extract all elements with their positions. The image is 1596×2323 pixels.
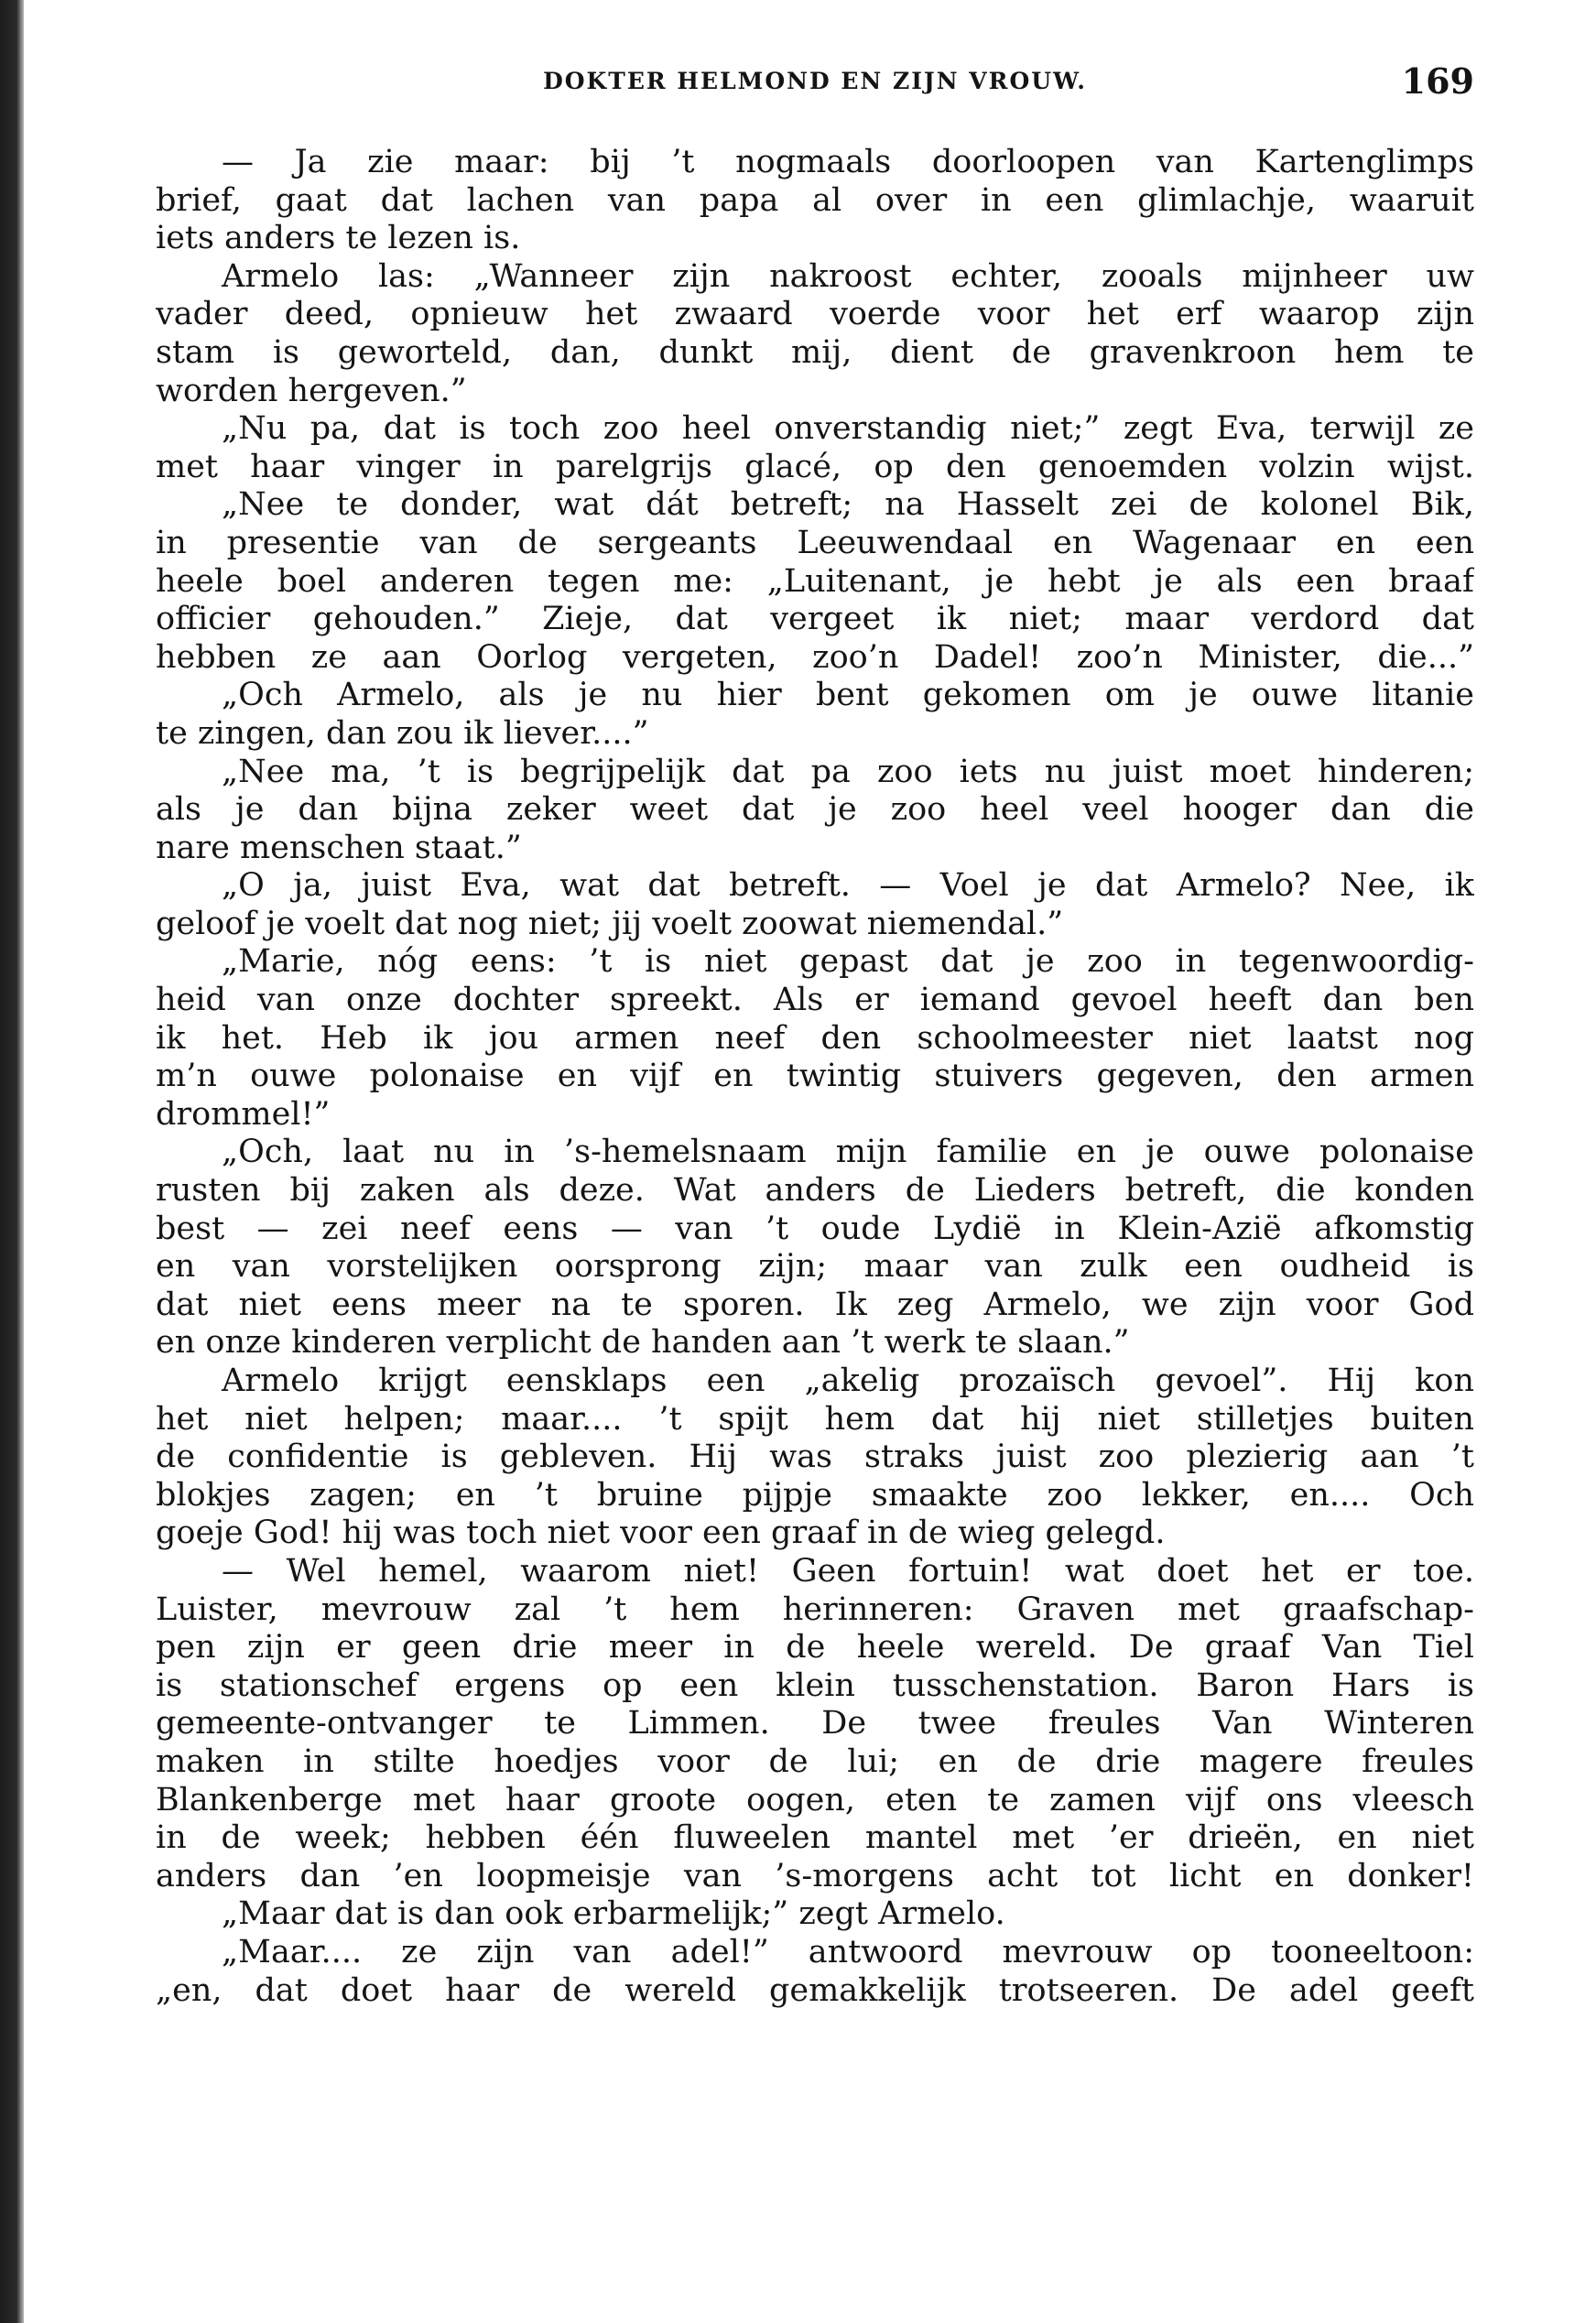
body-text [156, 144, 1474, 2010]
book-spine-edge [0, 0, 24, 2323]
text-line: drommel!” [156, 1095, 331, 1133]
text-line: „Maar.... ze zijn van adel!” antwoord mevrouw op tooneeltoon: [222, 1933, 1474, 1970]
text-line: rusten bij zaken als deze. Wat anders de Lieders betreft, die konden [156, 1172, 1474, 1210]
text-line: „Nu pa, dat is toch zoo heel onverstandig niet;” zegt Eva, terwijl ze [222, 410, 1474, 448]
text-line: en van vorstelijken oorsprong zijn; maar van zulk een oudheid is [156, 1248, 1474, 1286]
text-line: het niet helpen; maar.... ’t spijt hem dat hij niet stilletjes buiten [156, 1400, 1474, 1438]
text-line: Luister, mevrouw zal ’t hem herinneren: Graven met graafschap- [156, 1590, 1474, 1628]
text-line: gemeente-ontvanger te Limmen. De twee freules Van Winteren [156, 1705, 1474, 1742]
text-line: Blankenberge met haar groote oogen, eten te zamen vijf ons vleesch [156, 1781, 1474, 1818]
text-line: stam is geworteld, dan, dunkt mij, dient de gravenkroon hem te [156, 333, 1474, 371]
text-line: „Maar dat is dan ook erbarmelijk;” zegt Armelo. [222, 1895, 1005, 1933]
text-line: „en, dat doet haar de wereld gemakkelijk trotseeren. De adel geeft [156, 1971, 1474, 2009]
text-line: „Och, laat nu in ’s-hemelsnaam mijn familie en je ouwe polonaise [222, 1134, 1474, 1171]
text-line: m’n ouwe polonaise en vijf en twintig stuivers gegeven, den armen [156, 1058, 1474, 1095]
text-line: vader deed, opnieuw het zwaard voerde voor het erf waarop zijn [156, 296, 1474, 333]
text-line: nare menschen staat.” [156, 829, 522, 866]
text-line: en onze kinderen verplicht de handen aan ’t werk te slaan.” [156, 1324, 1130, 1362]
page-number: 169 [1401, 60, 1474, 102]
text-line: in presentie van de sergeants Leeuwendaal en Wagenaar en een [156, 524, 1474, 561]
text-line: in de week; hebben één fluweelen mantel met ’er drieën, en niet [156, 1819, 1474, 1857]
text-line: de confidentie is gebleven. Hij was straks juist zoo plezierig aan ’t [156, 1438, 1474, 1476]
text-line: best — zei neef eens — van ’t oude Lydië in Klein-Azië afkomstig [156, 1210, 1474, 1247]
text-line: Armelo krijgt eensklaps een „akelig prozaïsch gevoel”. Hij kon [222, 1362, 1474, 1399]
text-line: als je dan bijna zeker weet dat je zoo heel veel hooger dan die [156, 791, 1474, 829]
text-line: Armelo las: „Wanneer zijn nakroost echter, zooals mijnheer uw [222, 257, 1474, 295]
text-line: anders dan ’en loopmeisje van ’s-morgens acht tot licht en donker! [156, 1857, 1474, 1894]
text-line: „Nee ma, ’t is begrijpelijk dat pa zoo iets nu juist moet hinderen; [222, 753, 1474, 790]
text-line: worden hergeven.” [156, 372, 467, 409]
text-line: goeje God! hij was toch niet voor een graaf in de wieg gelegd. [156, 1514, 1166, 1552]
text-line: brief, gaat dat lachen van papa al over in een glimlachje, waaruit [156, 181, 1474, 219]
running-title: DOKTER HELMOND EN ZIJN VROUW. [543, 68, 1087, 94]
text-line: maken in stilte hoedjes voor de lui; en de drie magere freules [156, 1742, 1474, 1780]
text-line: blokjes zagen; en ’t bruine pijpje smaakte zoo lekker, en.... Och [156, 1476, 1474, 1514]
text-line: iets anders te lezen is. [156, 220, 521, 257]
text-line: met haar vinger in parelgrijs glacé, op den genoemden volzin wijst. [156, 448, 1474, 485]
text-line: is stationschef ergens op een klein tusschenstation. Baron Hars is [156, 1666, 1474, 1704]
text-line: dat niet eens meer na te sporen. Ik zeg Armelo, we zijn voor God [156, 1286, 1474, 1323]
text-line: pen zijn er geen drie meer in de heele wereld. De graaf Van Tiel [156, 1629, 1474, 1666]
text-line: hebben ze aan Oorlog vergeten, zoo’n Dadel! zoo’n Minister, die...” [156, 638, 1474, 676]
text-line: — Wel hemel, waarom niet! Geen fortuin! wat doet het er toe. [222, 1552, 1474, 1590]
text-line: „Marie, nóg eens: ’t is niet gepast dat je zoo in tegenwoordig- [222, 943, 1474, 981]
text-line: „O ja, juist Eva, wat dat betreft. — Voel je dat Armelo? Nee, ik [222, 867, 1474, 905]
text-line: officier gehouden.” Zieje, dat vergeet ik niet; maar verdord dat [156, 601, 1474, 638]
text-line: te zingen, dan zou ik liever....” [156, 714, 649, 752]
text-line: — Ja zie maar: bij ’t nogmaals doorloopen van Kartenglimps [222, 144, 1474, 180]
text-line: heele boel anderen tegen me: „Luitenant, je hebt je als een braaf [156, 562, 1474, 600]
text-line: „Och Armelo, als je nu hier bent gekomen om je ouwe litanie [222, 677, 1474, 714]
text-line: heid van onze dochter spreekt. Als er iemand gevoel heeft dan ben [156, 982, 1474, 1019]
text-line: „Nee te donder, wat dát betreft; na Hasselt zei de kolonel Bik, [222, 486, 1474, 524]
text-line: geloof je voelt dat nog niet; jij voelt zoowat niemendal.” [156, 905, 1064, 942]
page-header [156, 60, 1474, 115]
text-line: ik het. Heb ik jou armen neef den schoolmeester niet laatst nog [156, 1019, 1474, 1057]
